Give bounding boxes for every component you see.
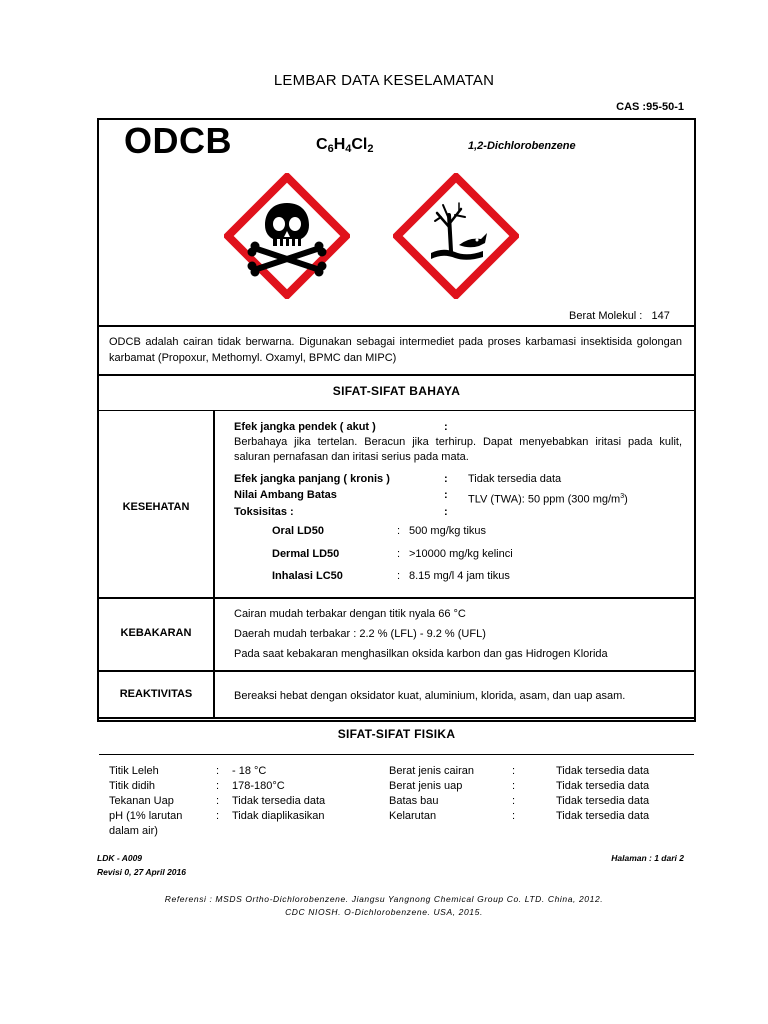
colon: :	[216, 765, 220, 777]
tox-label: Inhalasi LC50	[272, 570, 343, 582]
reference: Referensi : MSDS Ortho-Dichlorobenzene. Jiangsu Yangnong Chemical Group Co. LTD. China, 2012.	[164, 894, 604, 904]
cas-number: CAS :95-50-1	[616, 101, 684, 113]
property-value: 178-180°C	[232, 780, 285, 792]
colon: :	[397, 570, 401, 582]
colon: :	[512, 780, 516, 792]
tox-value: 8.15 mg/l 4 jam tikus	[409, 570, 510, 582]
environment-hazard-icon	[393, 173, 519, 299]
divider	[99, 374, 694, 376]
colon: :	[444, 421, 448, 433]
acute-label: Efek jangka pendek ( akut )	[234, 421, 376, 433]
chemical-name: 1,2-Dichlorobenzene	[468, 140, 576, 152]
property-value: Tidak tersedia data	[556, 765, 650, 777]
fire-line: Pada saat kebakaran menghasilkan oksida karbon dan gas Hidrogen Klorida	[234, 648, 608, 660]
tlv-value: TLV (TWA): 50 ppm (300 $mg/m^3$)	[468, 493, 628, 506]
property-value: Tidak diaplikasikan	[232, 810, 325, 822]
chemical-formula: $C_6H_4Cl_2$	[316, 136, 374, 155]
colon: :	[512, 765, 516, 777]
tox-label: Oral LD50	[272, 525, 324, 537]
molar-mass: Berat Molekul : 147	[569, 310, 670, 322]
property-value: Tidak tersedia data	[232, 795, 326, 807]
fire-line: Daerah mudah terbakar : 2.2 % (LFL) - 9.2 % (UFL)	[234, 628, 486, 640]
colon: :	[216, 780, 220, 792]
colon: :	[397, 525, 401, 537]
property-label: pH (1% larutan	[109, 810, 183, 822]
divider	[99, 410, 694, 411]
property-label: Kelarutan	[389, 810, 437, 822]
property-value: Tidak tersedia data	[556, 795, 650, 807]
colon: :	[216, 795, 220, 807]
physical-heading: SIFAT-SIFAT FISIKA	[337, 727, 456, 741]
reactivity-text: Bereaksi hebat dengan oksidator kuat, aluminium, klorida, asam, dan uap asam.	[234, 690, 626, 702]
property-label: dalam air)	[109, 825, 158, 837]
colon: :	[444, 489, 448, 501]
divider	[99, 325, 694, 327]
skull-crossbones-icon	[224, 173, 350, 299]
colon: :	[397, 548, 401, 560]
description: ODCB adalah cairan tidak berwarna. Digunakan sebagai intermediet pada proses karbamasi insektisida golongan karbamat (Propoxur, Methomyl. Oxamyl, BPMC dan MIPC)	[109, 336, 682, 364]
hazard-heading: SIFAT-SIFAT BAHAYA	[332, 384, 461, 398]
document-title: LEMBAR DATA KESELAMATAN	[273, 72, 495, 89]
reference: CDC NIOSH. O-Dichlorobenzene. USA, 2015.	[285, 907, 483, 917]
property-label: Titik Leleh	[109, 765, 159, 777]
colon: :	[216, 810, 220, 822]
divider	[99, 754, 694, 755]
colon: :	[512, 795, 516, 807]
property-label: Titik didih	[109, 780, 156, 792]
column-divider	[213, 411, 215, 717]
page-number: Halaman : 1 dari 2	[611, 853, 684, 863]
property-label: Berat jenis cairan	[389, 765, 474, 777]
divider	[99, 597, 694, 599]
chemical-abbreviation: ODCB	[124, 120, 232, 161]
colon: :	[444, 473, 448, 485]
health-label: KESEHATAN	[122, 501, 190, 513]
chronic-label: Efek jangka panjang ( kronis )	[234, 473, 390, 485]
property-value: - 18 °C	[232, 765, 267, 777]
reactivity-label: REAKTIVITAS	[119, 688, 193, 700]
chronic-value: Tidak tersedia data	[468, 473, 562, 485]
colon: :	[512, 810, 516, 822]
fire-label: KEBAKARAN	[120, 627, 192, 639]
tox-value: >10000 mg/kg kelinci	[409, 548, 513, 560]
colon: :	[444, 506, 448, 518]
fire-line: Cairan mudah terbakar dengan titik nyala 66 °C	[234, 608, 466, 620]
toxicity-label: Toksisitas :	[234, 506, 294, 518]
property-value: Tidak tersedia data	[556, 810, 650, 822]
property-value: Tidak tersedia data	[556, 780, 650, 792]
revision: Revisi 0, 27 April 2016	[97, 867, 186, 877]
property-label: Berat jenis uap	[389, 780, 463, 792]
divider	[99, 670, 694, 672]
document-code: LDK - A009	[97, 853, 143, 863]
tox-value: 500 mg/kg tikus	[409, 525, 487, 537]
tlv-label: Nilai Ambang Batas	[234, 489, 337, 501]
divider	[99, 717, 694, 719]
acute-text: Berbahaya jika tertelan. Beracun jika terhirup. Dapat menyebabkan iritasi pada kulit, saluran pernafasan dan iritasi serius pada mata.	[234, 436, 682, 463]
property-label: Batas bau	[389, 795, 439, 807]
property-label: Tekanan Uap	[109, 795, 174, 807]
tox-label: Dermal LD50	[272, 548, 340, 560]
